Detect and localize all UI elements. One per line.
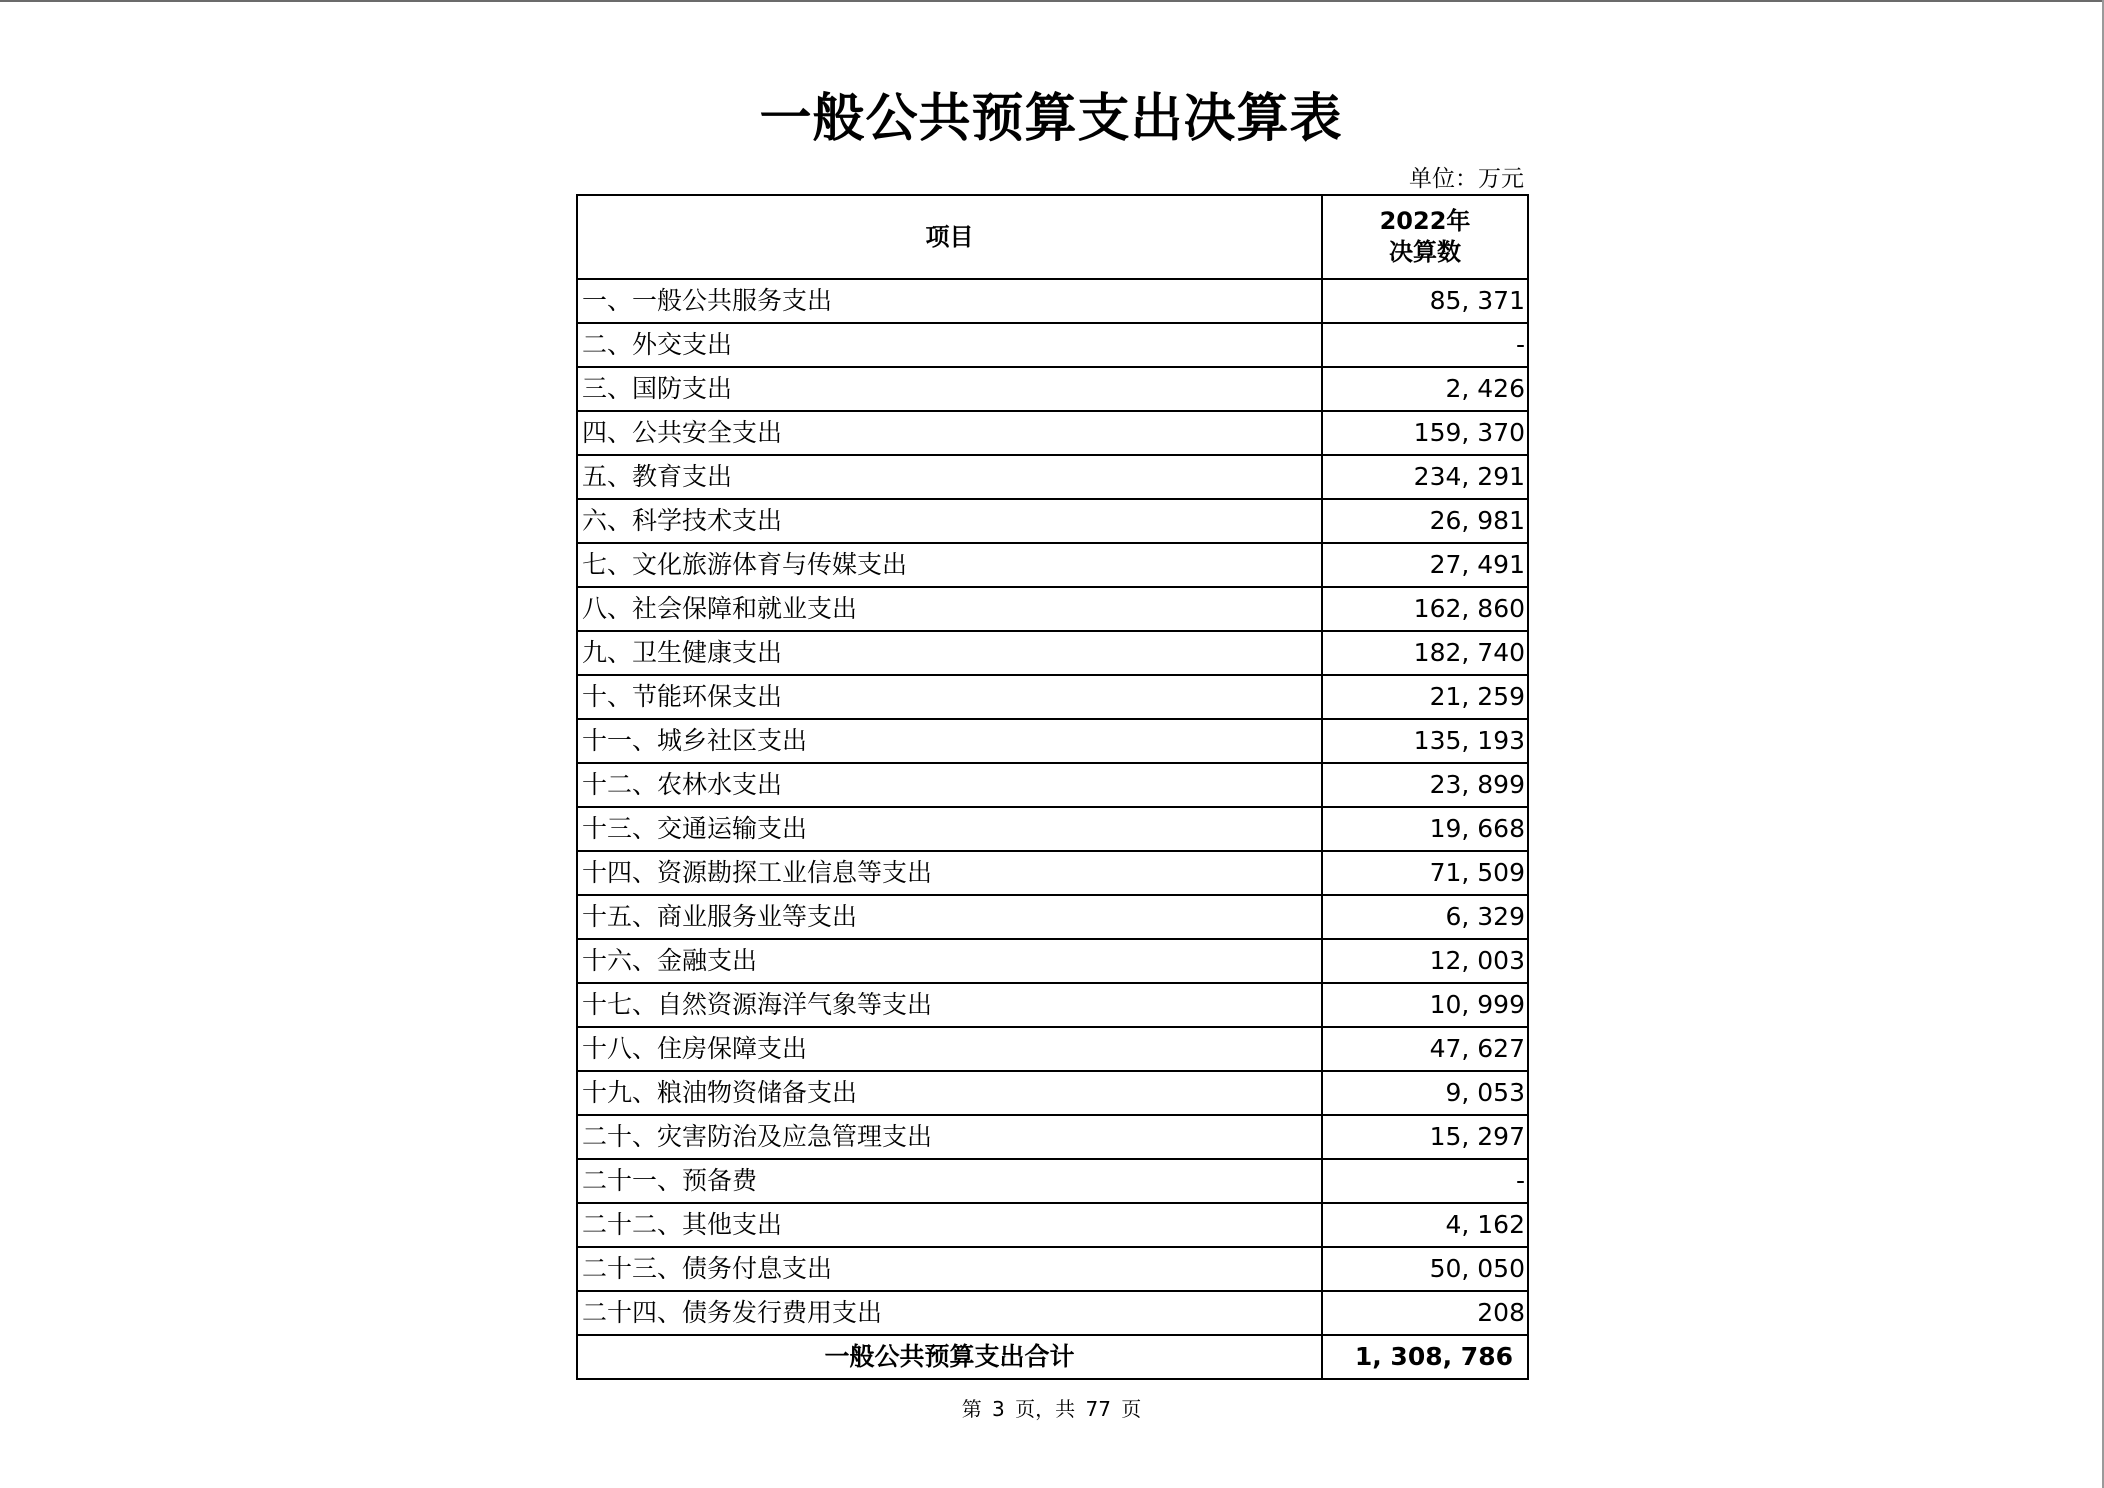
- table-row: [577, 1027, 1528, 1071]
- table-row: [577, 279, 1528, 323]
- table-row: [577, 543, 1528, 587]
- table-row: [577, 1203, 1528, 1247]
- table-row: [577, 851, 1528, 895]
- row-item: 二十、灾害防治及应急管理支出: [577, 1115, 1322, 1159]
- row-item: 九、卫生健康支出: [577, 631, 1322, 675]
- table-row: [577, 1291, 1528, 1335]
- table-row: [577, 455, 1528, 499]
- row-item: 二、外交支出: [577, 323, 1322, 367]
- row-item: 十六、金融支出: [577, 939, 1322, 983]
- table-row: [577, 983, 1528, 1027]
- row-item: 二十二、其他支出: [577, 1203, 1322, 1247]
- table-row: [577, 763, 1528, 807]
- header-year: 2022年: [1379, 207, 1471, 235]
- row-amount: 10, 999: [1322, 983, 1528, 1027]
- table-row: [577, 1247, 1528, 1291]
- row-amount: 4, 162: [1322, 1203, 1528, 1247]
- page-top-border: [0, 0, 2104, 2]
- row-amount: 9, 053: [1322, 1071, 1528, 1115]
- row-item: 十二、农林水支出: [577, 763, 1322, 807]
- table-body: [577, 279, 1528, 1379]
- table-row: [577, 939, 1528, 983]
- table-row: [577, 631, 1528, 675]
- table-header-row: [577, 195, 1528, 279]
- row-item: 二十四、债务发行费用支出: [577, 1291, 1322, 1335]
- header-item: 项目: [577, 195, 1322, 279]
- row-amount: 15, 297: [1322, 1115, 1528, 1159]
- row-amount: 85, 371: [1322, 279, 1528, 323]
- row-item: 一、一般公共服务支出: [577, 279, 1322, 323]
- header-amount: [1322, 195, 1528, 279]
- row-item: 六、科学技术支出: [577, 499, 1322, 543]
- row-item: 八、社会保障和就业支出: [577, 587, 1322, 631]
- total-amount: 1, 308, 786: [1322, 1335, 1528, 1379]
- row-amount: 50, 050: [1322, 1247, 1528, 1291]
- row-item: 十、节能环保支出: [577, 675, 1322, 719]
- row-item: 三、国防支出: [577, 367, 1322, 411]
- header-value-label: 决算数: [1389, 238, 1461, 266]
- row-amount: 2, 426: [1322, 367, 1528, 411]
- row-amount: 21, 259: [1322, 675, 1528, 719]
- table-row: [577, 807, 1528, 851]
- row-amount: 19, 668: [1322, 807, 1528, 851]
- table-row: [577, 1159, 1528, 1203]
- row-amount: -: [1322, 323, 1528, 367]
- row-item: 十五、商业服务业等支出: [577, 895, 1322, 939]
- table-row: [577, 675, 1528, 719]
- total-row: [577, 1335, 1528, 1379]
- row-item: 十三、交通运输支出: [577, 807, 1322, 851]
- row-item: 二十一、预备费: [577, 1159, 1322, 1203]
- table-row: [577, 895, 1528, 939]
- row-amount: 23, 899: [1322, 763, 1528, 807]
- table-row: [577, 367, 1528, 411]
- row-amount: 208: [1322, 1291, 1528, 1335]
- row-amount: 182, 740: [1322, 631, 1528, 675]
- row-amount: 162, 860: [1322, 587, 1528, 631]
- row-item: 十四、资源勘探工业信息等支出: [577, 851, 1322, 895]
- table-row: [577, 719, 1528, 763]
- table-row: [577, 323, 1528, 367]
- row-amount: -: [1322, 1159, 1528, 1203]
- row-amount: 135, 193: [1322, 719, 1528, 763]
- page-footer: 第 3 页，共 77 页: [961, 1397, 1142, 1421]
- row-amount: 27, 491: [1322, 543, 1528, 587]
- budget-table: [576, 194, 1529, 1380]
- table-row: [577, 1115, 1528, 1159]
- row-amount: 159, 370: [1322, 411, 1528, 455]
- table-row: [577, 411, 1528, 455]
- row-item: 十九、粮油物资储备支出: [577, 1071, 1322, 1115]
- row-item: 十七、自然资源海洋气象等支出: [577, 983, 1322, 1027]
- table-row: [577, 587, 1528, 631]
- row-amount: 47, 627: [1322, 1027, 1528, 1071]
- document-title: 一般公共预算支出决算表: [759, 89, 1343, 149]
- row-amount: 12, 003: [1322, 939, 1528, 983]
- row-amount: 26, 981: [1322, 499, 1528, 543]
- table-row: [577, 1071, 1528, 1115]
- row-item: 十八、住房保障支出: [577, 1027, 1322, 1071]
- row-item: 十一、城乡社区支出: [577, 719, 1322, 763]
- row-amount: 71, 509: [1322, 851, 1528, 895]
- row-item: 二十三、债务付息支出: [577, 1247, 1322, 1291]
- row-item: 四、公共安全支出: [577, 411, 1322, 455]
- unit-label: 单位：万元: [1409, 166, 1524, 192]
- total-item: 一般公共预算支出合计: [577, 1335, 1322, 1379]
- row-amount: 234, 291: [1322, 455, 1528, 499]
- table-row: [577, 499, 1528, 543]
- row-item: 七、文化旅游体育与传媒支出: [577, 543, 1322, 587]
- row-item: 五、教育支出: [577, 455, 1322, 499]
- row-amount: 6, 329: [1322, 895, 1528, 939]
